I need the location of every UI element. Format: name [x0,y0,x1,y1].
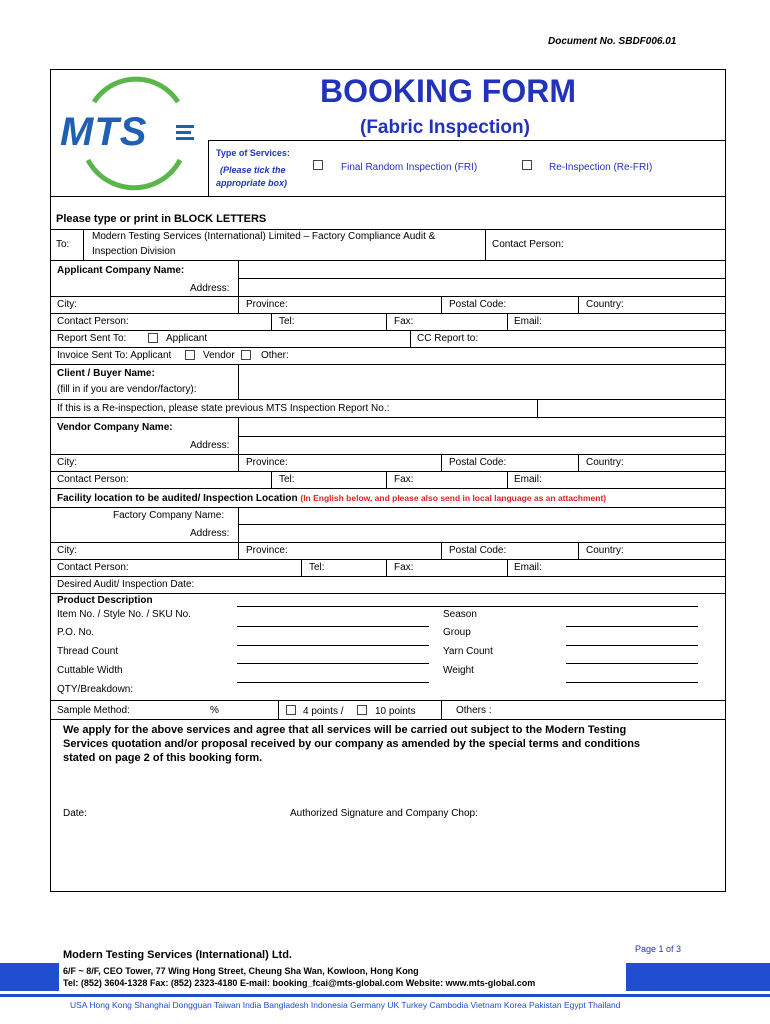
item-no-field[interactable] [237,626,429,627]
invoice-sent-to-label: Invoice Sent To: Applicant [57,350,172,361]
re-fri-checkbox[interactable] [522,160,532,170]
season-label: Season [443,609,477,620]
footer-locations: USA Hong Kong Shanghai Dongguan Taiwan India Bangladesh Indonesia Germany UK Turkey Cambodia Vietnam Korea Pakistan Egypt Thailand [70,1000,621,1010]
to-line-2: Inspection Division [92,246,176,257]
ten-points-checkbox[interactable] [357,705,367,715]
facility-postal-label: Postal Code: [449,545,507,556]
report-applicant-checkbox[interactable] [148,333,158,343]
report-sent-to-label: Report Sent To: [57,333,127,344]
vendor-email-label: Email: [514,474,542,485]
thread-count-label: Thread Count [57,646,119,657]
factory-company-name-label: Factory Company Name: [113,510,225,521]
facility-province-label: Province: [246,545,288,556]
applicant-province-label: Province: [246,299,288,310]
client-buyer-name-label: Client / Buyer Name: [57,368,155,379]
vendor-city-label: City: [57,457,77,468]
facility-fax-label: Fax: [394,562,414,573]
yarn-count-field[interactable] [566,663,698,664]
product-top-line [237,606,698,607]
facility-contact-label: Contact Person: [57,562,129,573]
cuttable-width-label: Cuttable Width [57,665,123,676]
to-line-1: Modern Testing Services (International) Limited – Factory Compliance Audit & [92,231,436,242]
vendor-postal-label: Postal Code: [449,457,507,468]
item-no-label: Item No. / Style No. / SKU No. [57,609,191,620]
to-label: To: [56,239,70,250]
facility-heading [57,492,606,505]
client-buyer-hint: (fill in if you are vendor/factory): [57,384,197,395]
vendor-fax-label: Fax: [394,474,414,485]
product-description-heading: Product Description [57,595,153,606]
facility-city-label: City: [57,545,77,556]
group-label: Group [443,627,471,638]
vendor-address-label: Address: [190,440,230,451]
fri-label: Final Random Inspection (FRI) [341,162,478,173]
applicant-address-label: Address: [190,283,230,294]
footer-rule [0,994,770,997]
facility-email-label: Email: [514,562,542,573]
applicant-email-label: Email: [514,316,542,327]
footer-address-band [0,963,770,991]
applicant-contact-label: Contact Person: [57,316,129,327]
weight-field[interactable] [566,682,698,683]
others-label: Others : [456,705,492,716]
invoice-other-label: Other: [261,350,289,361]
applicant-city-label: City: [57,299,77,310]
form-subtitle: (Fabric Inspection) [360,117,530,138]
vendor-country-label: Country: [586,457,624,468]
four-points-checkbox[interactable] [286,705,296,715]
services-hint-1: (Please tick the [220,165,286,175]
to-contact-person: Contact Person: [492,239,564,250]
invoice-applicant-checkbox[interactable] [185,350,195,360]
qty-breakdown-label: QTY/Breakdown: [57,684,134,695]
footer-address: 6/F ~ 8/F, CEO Tower, 77 Wing Hong Street, Cheung Sha Wan, Kowloon, Hong Kong [63,966,419,976]
applicant-fax-label: Fax: [394,316,414,327]
facility-heading-text: Facility location to be audited/ Inspection Location [57,493,298,504]
mts-logo [58,72,198,194]
sample-method-label: Sample Method: [57,705,130,716]
group-field[interactable] [566,645,698,646]
logo-text: MTS [60,110,148,154]
form-title: BOOKING FORM [320,73,576,109]
re-fri-label: Re-Inspection (Re-FRI) [549,162,653,173]
footer-contact: Tel: (852) 3604-1328 Fax: (852) 2323-4180 E-mail: booking_fcai@mts-global.com Website: www.mts-global.com [63,978,536,988]
po-no-field[interactable] [237,645,429,646]
agreement-line-1: We apply for the above services and agree that all services will be carried out subject to the Modern Testing [63,724,627,736]
weight-label: Weight [443,665,474,676]
applicant-company-name-label: Applicant Company Name: [57,265,185,276]
facility-address-label: Address: [190,528,230,539]
date-label: Date: [63,808,87,819]
applicant-country-label: Country: [586,299,624,310]
footer-company: Modern Testing Services (International) Ltd. [63,949,292,961]
season-field[interactable] [566,626,698,627]
report-applicant-label: Applicant [166,333,208,344]
thread-count-field[interactable] [237,663,429,664]
vendor-tel-label: Tel: [279,474,295,485]
invoice-vendor-checkbox[interactable] [241,350,251,360]
applicant-tel-label: Tel: [279,316,295,327]
invoice-vendor-label: Vendor [203,350,235,361]
facility-tel-label: Tel: [309,562,325,573]
block-letters-note: Please type or print in BLOCK LETTERS [56,213,267,225]
desired-date-label: Desired Audit/ Inspection Date: [57,579,195,590]
four-points-label: 4 points / [303,706,344,717]
services-label: Type of Services: [216,148,290,158]
ten-points-label: 10 points [375,706,416,717]
agreement-line-3: stated on page 2 of this booking form. [63,752,263,764]
services-hint-2: appropriate box) [216,178,288,188]
reinspection-report-label: If this is a Re-inspection, please state previous MTS Inspection Report No.: [57,403,390,414]
signature-label: Authorized Signature and Company Chop: [290,808,478,819]
yarn-count-label: Yarn Count [443,646,493,657]
sample-percent: % [210,705,219,716]
po-no-label: P.O. No. [57,627,95,638]
page-number: Page 1 of 3 [635,944,682,954]
vendor-company-name-label: Vendor Company Name: [57,422,173,433]
vendor-contact-label: Contact Person: [57,474,129,485]
fri-checkbox[interactable] [313,160,323,170]
applicant-postal-label: Postal Code: [449,299,507,310]
facility-country-label: Country: [586,545,624,556]
agreement-line-2: Services quotation and/or proposal received by our company as amended by the special terms and conditions [63,738,641,750]
document-number: Document No. SBDF006.01 [548,36,677,47]
cc-report-label: CC Report to: [417,333,479,344]
vendor-province-label: Province: [246,457,288,468]
cuttable-width-field[interactable] [237,682,429,683]
facility-note: (In English below, and please also send in local language as an attachment) [300,493,607,503]
